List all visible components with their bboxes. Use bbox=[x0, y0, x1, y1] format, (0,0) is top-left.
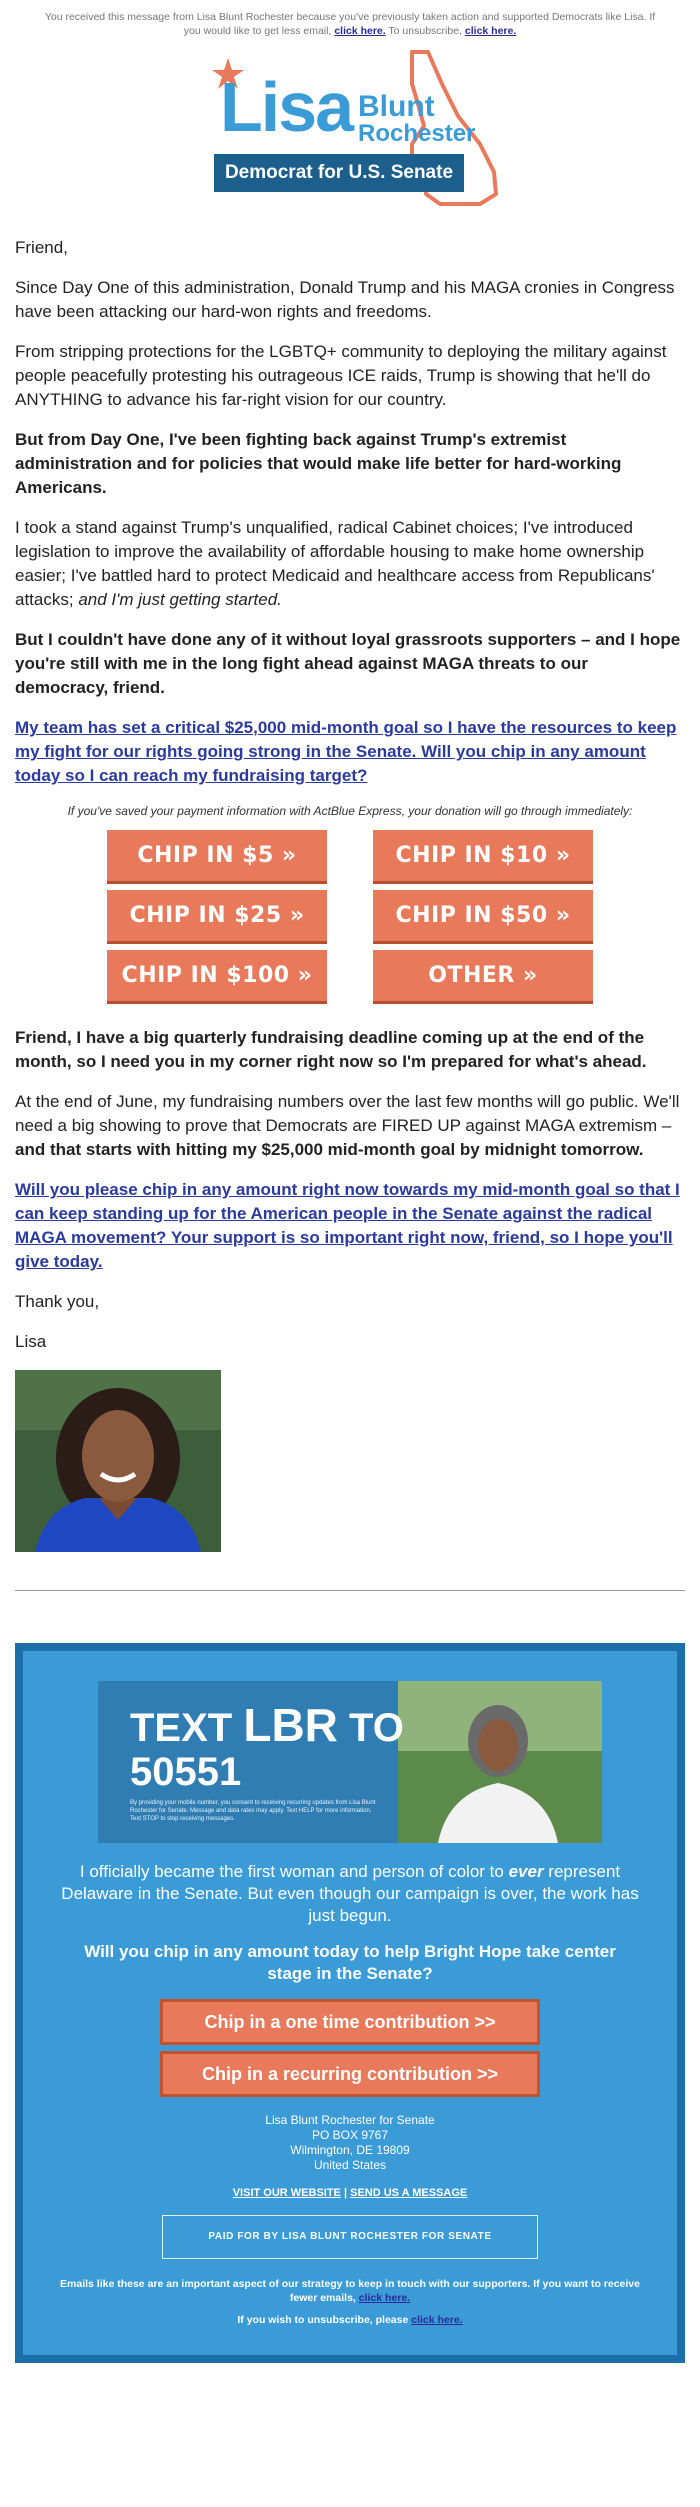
footer-links bbox=[43, 2187, 657, 2199]
chip-in-10-button[interactable]: CHIP IN $10 » bbox=[373, 830, 593, 884]
address-line-3: Wilmington, DE 19809 bbox=[290, 2143, 410, 2157]
paragraph-7: Friend, I have a big quarterly fundraising deadline coming up at the end of the month, so I need you in my corner right now so I'm prepared for what's ahead. bbox=[15, 1028, 647, 1071]
unsubscribe-copy: If you wish to unsubscribe, please bbox=[237, 2314, 409, 2326]
text-to-join-banner[interactable] bbox=[98, 1681, 602, 1843]
fewer-emails-copy: Emails like these are an important aspect of our strategy to keep in touch with our supporters. If you want to receive fewer emails, bbox=[60, 2278, 640, 2304]
candidate-photo bbox=[15, 1370, 221, 1552]
footer-paragraph-1 bbox=[53, 1861, 647, 1927]
footer-unsubscribe-link[interactable]: click here. bbox=[411, 2314, 463, 2326]
recurring-contribution-button[interactable]: Chip in a recurring contribution >> bbox=[160, 2051, 540, 2097]
logo-first-name: Lisa bbox=[220, 68, 353, 146]
actblue-note: If you've saved your payment information with ActBlue Express, your donation will go through immediately: bbox=[67, 804, 633, 818]
text-to-word: TO bbox=[349, 1706, 404, 1750]
divider bbox=[15, 1590, 685, 1591]
paragraph-5: But I couldn't have done any of it without loyal grassroots supporters – and I hope you're still with me in the long fight ahead against MAGA threats to our democracy, friend. bbox=[15, 630, 681, 697]
footer bbox=[15, 1643, 685, 2363]
signature: Lisa bbox=[15, 1332, 47, 1351]
chip-in-5-button[interactable]: CHIP IN $5 » bbox=[107, 830, 327, 884]
paragraph-4-text: I took a stand against Trump's unqualified, radical Cabinet choices; I've introduced legislation to improve the availability of affordable housing to make home ownership easier; I've battled hard to protect Medicaid and healthcare access from Republicans' attacks; bbox=[15, 518, 655, 609]
footer-p1-a: I officially became the first woman and person of color to bbox=[79, 1862, 504, 1881]
paragraph-8-text: At the end of June, my fundraising numbers over the last few months will go public. We'll need a big showing to prove that Democrats are FIRED UP against MAGA extremism – bbox=[15, 1092, 680, 1135]
address-line-4: United States bbox=[313, 2158, 387, 2172]
preheader bbox=[0, 0, 700, 38]
fewer-emails-text bbox=[53, 2277, 647, 2305]
one-time-contribution-button[interactable]: Chip in a one time contribution >> bbox=[160, 1999, 540, 2045]
chip-in-50-button[interactable]: CHIP IN $50 » bbox=[373, 890, 593, 944]
text-keyword: LBR bbox=[243, 1699, 338, 1751]
footer-p1-b: represent Delaware in the Senate. But even though our campaign is over, the work has just begun. bbox=[61, 1862, 639, 1925]
paragraph-8-bold: and that starts with hitting my $25,000 mid-month goal by midnight tomorrow. bbox=[15, 1140, 644, 1159]
donate-goal-link[interactable]: My team has set a critical $25,000 mid-month goal so I have the resources to keep my fight for our rights going strong in the Senate. Will you chip in any amount today so I can reach my fundraising target? bbox=[15, 718, 677, 785]
preheader-unsub-text: To unsubscribe, bbox=[388, 25, 462, 37]
footer-link-separator: | bbox=[343, 2187, 348, 2199]
address-line-2: PO BOX 9767 bbox=[311, 2128, 389, 2142]
mailing-address bbox=[43, 2113, 657, 2173]
footer-paragraph-2: Will you chip in any amount today to help Bright Hope take center stage in the Senate? bbox=[84, 1942, 616, 1983]
paragraph-1: Since Day One of this administration, Donald Trump and his MAGA cronies in Congress have been attacking our hard-won rights and freedoms. bbox=[15, 278, 675, 321]
address-line-1: Lisa Blunt Rochester for Senate bbox=[265, 2113, 435, 2127]
logo-last-name: Rochester bbox=[358, 120, 476, 147]
send-message-link[interactable]: SEND US A MESSAGE bbox=[350, 2187, 468, 2199]
fewer-emails-link[interactable]: click here. bbox=[358, 2292, 411, 2304]
paragraph-2: From stripping protections for the LGBTQ+ community to deploying the military against people peacefully protesting his outrageous ICE raids, Trump is showing that he'll do ANYTHING to advance his far-right vision for our country. bbox=[15, 342, 667, 409]
paragraph-3: But from Day One, I've been fighting back against Trump's extremist administration and for policies that would make life better for hard-working Americans. bbox=[15, 430, 622, 497]
text-disclaimer: By providing your mobile number, you consent to receiving recurring updates from Lisa Blunt Rochester for Senate. Message and data rates may apply. Text HELP for more information. Text STOP to stop receiving messages. bbox=[130, 1800, 376, 1822]
paid-for-disclaimer: PAID FOR BY LISA BLUNT ROCHESTER FOR SENATE bbox=[162, 2215, 538, 2259]
less-email-link[interactable]: click here. bbox=[334, 25, 386, 37]
chip-in-100-button[interactable]: CHIP IN $100 » bbox=[107, 950, 327, 1004]
text-number: 50551 bbox=[130, 1750, 242, 1794]
thanks: Thank you, bbox=[15, 1292, 100, 1311]
logo-tagline: Democrat for U.S. Senate bbox=[214, 154, 464, 192]
donation-button-grid bbox=[107, 830, 593, 1004]
donate-midmonth-link[interactable]: Will you please chip in any amount right now towards my mid-month goal so that I can keep standing up for the American people in the Senate against the radical MAGA movement? Your support is so important right now, friend, so I hope you'll give today. bbox=[15, 1180, 680, 1271]
other-amount-button[interactable]: OTHER » bbox=[373, 950, 593, 1004]
chip-in-25-button[interactable]: CHIP IN $25 » bbox=[107, 890, 327, 944]
unsubscribe-text bbox=[53, 2313, 647, 2327]
greeting: Friend, bbox=[15, 238, 68, 257]
footer-p1-emphasis: ever bbox=[508, 1862, 544, 1881]
logo-middle-name: Blunt bbox=[358, 90, 435, 123]
paragraph-4-italic: and I'm just getting started. bbox=[78, 590, 282, 609]
paragraph-8 bbox=[15, 1090, 685, 1162]
visit-website-link[interactable]: VISIT OUR WEBSITE bbox=[232, 2187, 341, 2199]
email-body bbox=[0, 236, 700, 1354]
preheader-text: You received this message from Lisa Blunt Rochester because you've previously taken action and supported Democrats like Lisa. If you would like to get less email, bbox=[44, 11, 656, 37]
campaign-logo bbox=[180, 44, 520, 222]
text-word: TEXT bbox=[130, 1706, 233, 1750]
text-to-join-headline bbox=[130, 1699, 404, 1794]
paragraph-4 bbox=[15, 516, 685, 612]
unsubscribe-link[interactable]: click here. bbox=[464, 25, 517, 37]
